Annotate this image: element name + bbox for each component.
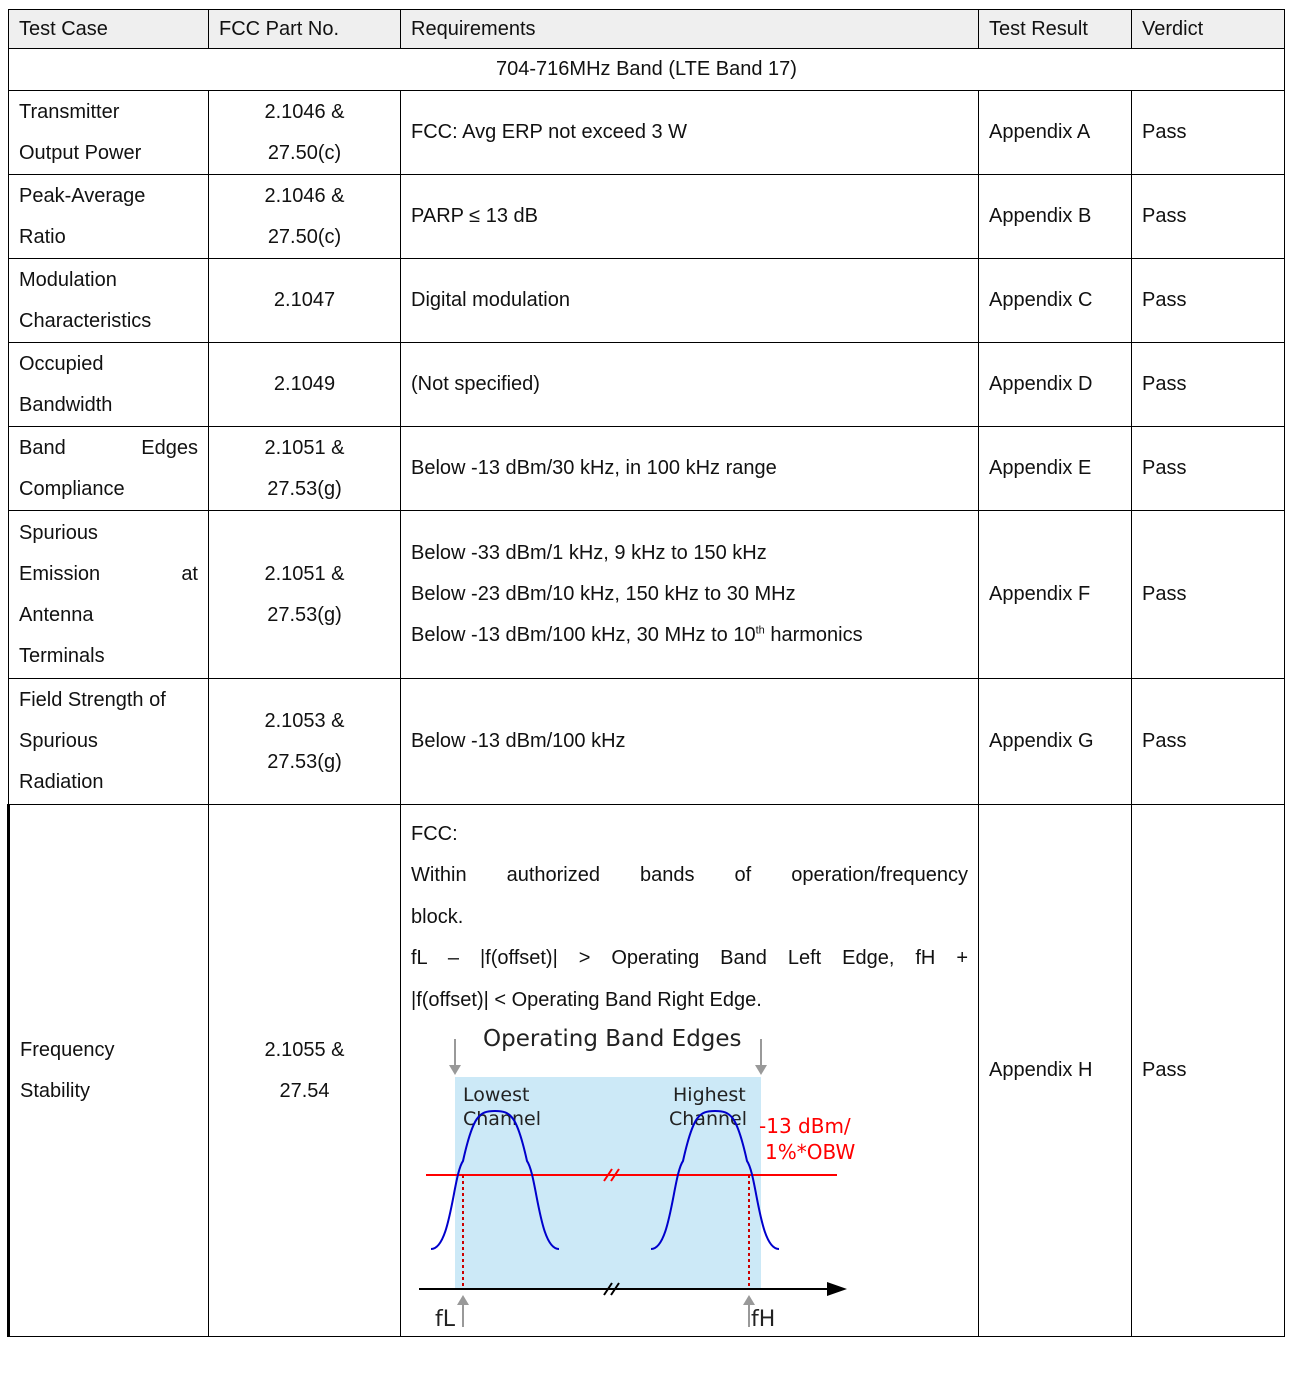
verdict-cell: Pass (1132, 511, 1285, 679)
requirement-cell: Digital modulation (401, 259, 979, 343)
requirement-cell: Below -13 dBm/100 kHz (401, 679, 979, 805)
test-case-cell: Occupied Bandwidth (9, 343, 209, 427)
table-row (9, 679, 1285, 805)
verdict-cell: Pass (1132, 91, 1285, 175)
verdict-cell: Pass (1132, 679, 1285, 805)
limit-label-1: -13 dBm/ (759, 1114, 851, 1139)
test-result-cell: Appendix D (979, 343, 1132, 427)
fcc-part-cell: 2.1051 & 27.53(g) (209, 511, 401, 679)
test-summary-table (7, 9, 1285, 1337)
header-requirements: Requirements (401, 10, 979, 49)
test-case-cell: Frequency Stability (9, 805, 209, 1337)
verdict-cell: Pass (1132, 259, 1285, 343)
test-case-cell: Peak-Average Ratio (9, 175, 209, 259)
header-fcc-part: FCC Part No. (209, 10, 401, 49)
highest-label-1: Highest (673, 1084, 746, 1107)
header-test-case: Test Case (9, 10, 209, 49)
requirement-cell: Below -33 dBm/1 kHz, 9 kHz to 150 kHz Below -23 dBm/10 kHz, 150 kHz to 30 MHz Below -13 dBm/100 kHz, 30 MHz to 10th harmonics (401, 511, 979, 679)
table-row (9, 175, 1285, 259)
fl-label: fL (435, 1307, 456, 1332)
verdict-cell: Pass (1132, 343, 1285, 427)
verdict-cell: Pass (1132, 427, 1285, 511)
lowest-label-2: Channel (463, 1108, 542, 1131)
requirement-cell: PARP ≤ 13 dB (401, 175, 979, 259)
table-row (9, 427, 1285, 511)
fcc-part-cell: 2.1046 & 27.50(c) (209, 91, 401, 175)
fcc-part-cell: 2.1051 & 27.53(g) (209, 427, 401, 511)
verdict-cell: Pass (1132, 175, 1285, 259)
fh-label: fH (751, 1307, 776, 1332)
test-result-cell: Appendix B (979, 175, 1132, 259)
fcc-part-cell: 2.1046 & 27.50(c) (209, 175, 401, 259)
requirement-cell: FCC: Avg ERP not exceed 3 W (401, 91, 979, 175)
table-row (9, 259, 1285, 343)
test-case-cell: Transmitter Output Power (9, 91, 209, 175)
table-row (9, 511, 1285, 679)
operating-band-diagram (411, 1021, 951, 1331)
test-result-cell: Appendix C (979, 259, 1132, 343)
band-title: 704-716MHz Band (LTE Band 17) (9, 49, 1285, 91)
fcc-part-cell: 2.1047 (209, 259, 401, 343)
requirement-cell: (Not specified) (401, 343, 979, 427)
test-result-cell: Appendix G (979, 679, 1132, 805)
test-result-cell: Appendix E (979, 427, 1132, 511)
test-result-cell: Appendix F (979, 511, 1132, 679)
diagram-title: Operating Band Edges (483, 1026, 742, 1053)
table-row (9, 91, 1285, 175)
limit-label-2: 1%*OBW (765, 1140, 856, 1165)
lowest-label-1: Lowest (463, 1084, 530, 1107)
test-result-cell: Appendix A (979, 91, 1132, 175)
highest-label-2: Channel (669, 1108, 748, 1131)
table-row (9, 805, 1285, 1337)
test-case-cell: Modulation Characteristics (9, 259, 209, 343)
test-result-cell: Appendix H (979, 805, 1132, 1337)
verdict-cell: Pass (1132, 805, 1285, 1337)
test-case-cell: Spurious Emission at Antenna Terminals (9, 511, 209, 679)
band-title-row (9, 49, 1285, 91)
table-row (9, 343, 1285, 427)
fcc-part-cell: 2.1055 & 27.54 (209, 805, 401, 1337)
fcc-part-cell: 2.1053 & 27.53(g) (209, 679, 401, 805)
fcc-part-cell: 2.1049 (209, 343, 401, 427)
test-case-cell: Field Strength of Spurious Radiation (9, 679, 209, 805)
requirement-cell: Below -13 dBm/30 kHz, in 100 kHz range (401, 427, 979, 511)
header-test-result: Test Result (979, 10, 1132, 49)
band-edge-diagram-svg (411, 1021, 951, 1331)
header-row (9, 10, 1285, 49)
test-case-cell: Band Edges Compliance (9, 427, 209, 511)
requirement-cell: FCC: Within authorized bands of operation/frequency block. fL – |f(offset)| > Operating Band Left Edge, fH + |f(offset)| < Operating Band Right Edge. Operating Band Edges Lowest Channel Highest Channel -13 dBm/ 1%*OBW fL fH (401, 805, 979, 1337)
header-verdict: Verdict (1132, 10, 1285, 49)
